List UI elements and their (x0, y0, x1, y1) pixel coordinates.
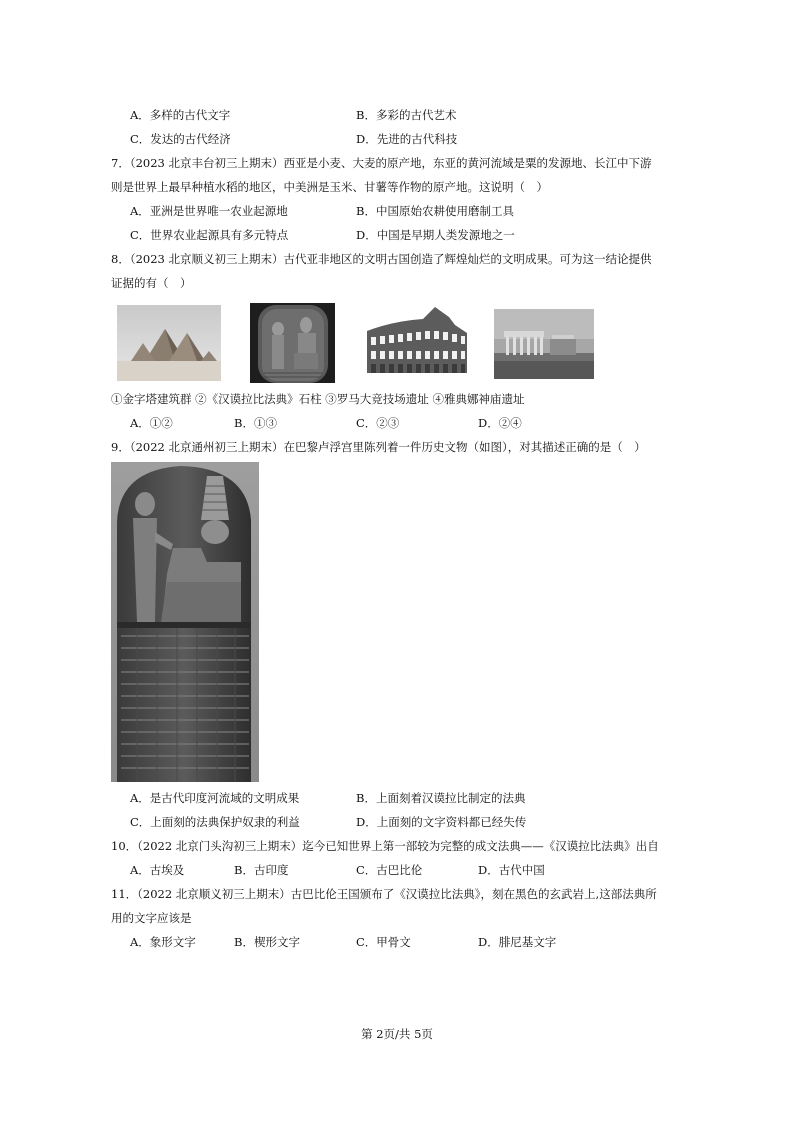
q11-option-b: B．楔形文字 (234, 935, 300, 949)
q7-option-d: D．中国是早期人类发源地之一 (356, 228, 515, 242)
hammurabi-stele-image (111, 462, 259, 782)
q9-option-c: C．上面刻的法典保护奴隶的利益 (130, 815, 300, 829)
q6-option-a: A．多样的古代文字 (130, 108, 231, 122)
q8-stem-line1: 8．（2023 北京顺义初三上期末）古代亚非地区的文明古国创造了辉煌灿烂的文明成果。可为这一结论提供 (111, 252, 652, 266)
q7-option-c: C．世界农业起源具有多元特点 (130, 228, 289, 242)
q8-option-a: A．①② (130, 416, 173, 430)
q11-option-d: D．腓尼基文字 (478, 935, 557, 949)
q8-image-captions: ①金字塔建筑群 ②《汉谟拉比法典》石柱 ③罗马大竞技场遗址 ④雅典娜神庙遗址 (111, 392, 525, 406)
q7-option-a: A．亚洲是世界唯一农业起源地 (130, 204, 288, 218)
colosseum-image (363, 303, 471, 380)
q8-option-d: D．②④ (478, 416, 522, 430)
q6-option-c: C．发达的古代经济 (130, 132, 231, 146)
q10-stem-line1: 10．（2022 北京门头沟初三上期末）迄今已知世界上第一部较为完整的成文法典——《汉谟拉比法典》出自 (111, 839, 659, 853)
q10-option-c: C．古巴比伦 (356, 863, 423, 877)
page-number: 第 2页/共 5页 (361, 1027, 433, 1041)
q11-stem-line1: 11．（2022 北京顺义初三上期末）古巴比伦王国颁布了《汉谟拉比法典》，刻在黑色的玄武岩上,这部法典所 (111, 887, 657, 901)
q10-option-d: D．古代中国 (478, 863, 545, 877)
q7-option-b: B．中国原始农耕使用磨制工具 (356, 204, 514, 218)
q6-option-b: B．多彩的古代艺术 (356, 108, 457, 122)
q11-option-c: C．甲骨文 (356, 935, 411, 949)
q7-stem-line1: 7．（2023 北京丰台初三上期末）西亚是小麦、大麦的原产地，东亚的黄河流域是粟的发源地、长江中下游 (111, 156, 652, 170)
code-stele-image (250, 303, 335, 383)
q6-option-d: D．先进的古代科技 (356, 132, 458, 146)
pyramids-image (117, 305, 221, 381)
q11-stem-line2: 用的文字应该是 (111, 911, 192, 925)
q9-option-d: D．上面刻的文字资料都已经失传 (356, 815, 527, 829)
q7-stem-line2: 则是世界上最早种植水稻的地区，中美洲是玉米、甘薯等作物的原产地。这说明（ ） (111, 180, 548, 194)
q8-option-b: B．①③ (234, 416, 277, 430)
q9-option-b: B．上面刻着汉谟拉比制定的法典 (356, 791, 526, 805)
q8-stem-line2: 证据的有（ ） (111, 276, 192, 290)
q9-option-a: A．是古代印度河流域的文明成果 (130, 791, 300, 805)
parthenon-image (494, 309, 594, 379)
q9-stem-line1: 9．（2022 北京通州初三上期末）在巴黎卢浮宫里陈列着一件历史文物（如图），对其描述正确的是（ ） (111, 440, 646, 454)
q11-option-a: A．象形文字 (130, 935, 196, 949)
q10-option-a: A．古埃及 (130, 863, 185, 877)
q8-option-c: C．②③ (356, 416, 400, 430)
q10-option-b: B．古印度 (234, 863, 289, 877)
